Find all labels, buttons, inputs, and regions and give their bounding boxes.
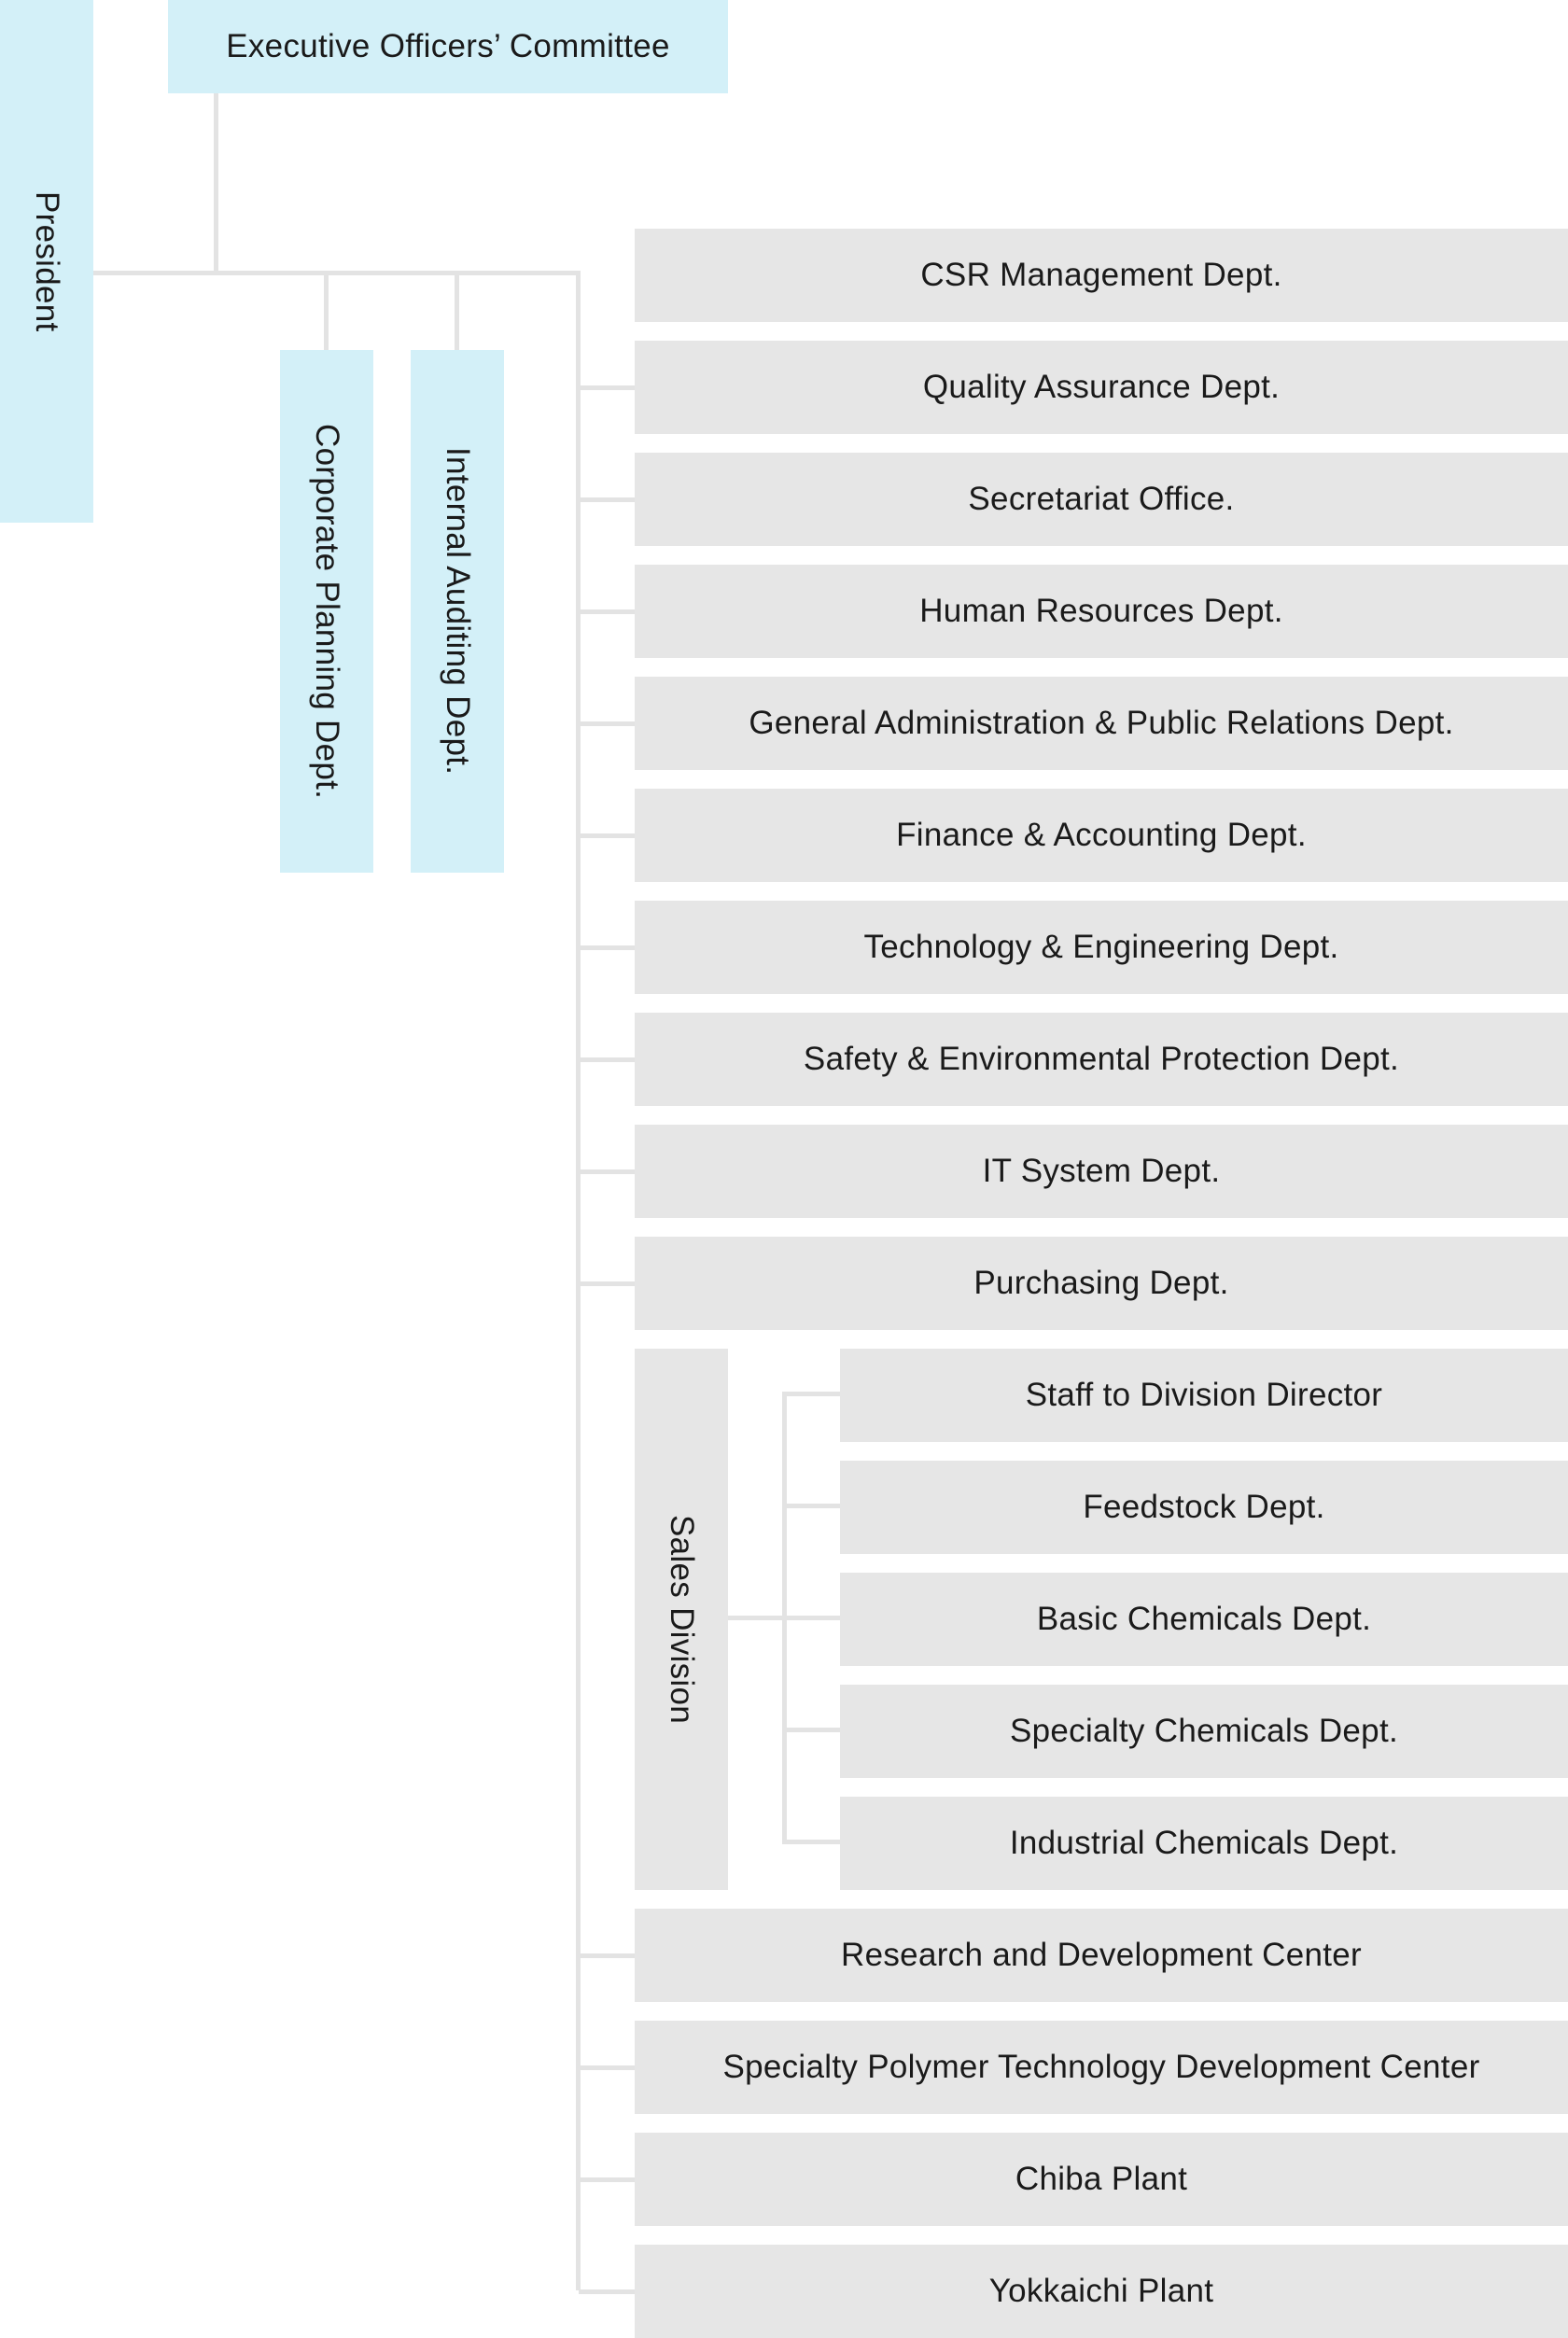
dept-box bbox=[635, 453, 1568, 546]
president-box bbox=[0, 0, 93, 523]
sales-branch-connector bbox=[784, 1392, 840, 1396]
sales-dept-label: Industrial Chemicals Dept. bbox=[1009, 1825, 1399, 1861]
corporate-planning-label: Corporate Planning Dept. bbox=[309, 423, 345, 800]
sales-dept-box bbox=[840, 1349, 1568, 1442]
unit-label: Chiba Plant bbox=[1015, 2161, 1188, 2197]
internal-auditing-label: Internal Auditing Dept. bbox=[440, 447, 476, 776]
branch-connector bbox=[579, 2065, 635, 2070]
internal-auditing-box bbox=[411, 350, 504, 873]
corporate-planning-box bbox=[280, 350, 373, 873]
branch-connector bbox=[579, 721, 635, 726]
sales-dept-box bbox=[840, 1573, 1568, 1666]
sales-dept-label: Staff to Division Director bbox=[1025, 1377, 1383, 1413]
dept-label: IT System Dept. bbox=[982, 1153, 1221, 1189]
dept-label: Safety & Environmental Protection Dept. bbox=[803, 1041, 1400, 1077]
dept-box bbox=[635, 229, 1568, 322]
branch-connector bbox=[579, 385, 635, 390]
dept-label: Purchasing Dept. bbox=[973, 1265, 1229, 1301]
president-label: President bbox=[29, 190, 65, 332]
executive-committee-label: Executive Officers’ Committee bbox=[226, 28, 670, 64]
unit-label: Research and Development Center bbox=[841, 1937, 1362, 1973]
dept-box bbox=[635, 1125, 1568, 1218]
dept-label: Human Resources Dept. bbox=[919, 593, 1283, 629]
branch-connector bbox=[579, 1057, 635, 1062]
sales-branch-connector bbox=[784, 1840, 840, 1844]
dept-label: CSR Management Dept. bbox=[920, 257, 1282, 293]
dept-box bbox=[635, 565, 1568, 658]
corporate-planning-connector bbox=[324, 271, 329, 350]
executive-committee-box bbox=[168, 0, 728, 93]
sales-dept-label: Feedstock Dept. bbox=[1083, 1489, 1325, 1525]
sales-dept-box bbox=[840, 1461, 1568, 1554]
branch-connector bbox=[579, 497, 635, 502]
dept-box bbox=[635, 901, 1568, 994]
department-trunk-line bbox=[576, 271, 581, 2290]
dept-box bbox=[635, 789, 1568, 882]
internal-auditing-connector bbox=[455, 271, 459, 350]
branch-connector bbox=[579, 2177, 635, 2182]
unit-box bbox=[635, 1909, 1568, 2002]
branch-connector bbox=[579, 609, 635, 614]
sales-branch-connector bbox=[784, 1504, 840, 1508]
sales-division-connector bbox=[728, 1616, 784, 1620]
dept-box bbox=[635, 1237, 1568, 1330]
unit-label: Specialty Polymer Technology Development Center bbox=[722, 2049, 1480, 2085]
sales-dept-box bbox=[840, 1685, 1568, 1778]
committee-connector bbox=[214, 93, 218, 273]
unit-box bbox=[635, 2133, 1568, 2226]
dept-label: Finance & Accounting Dept. bbox=[896, 817, 1307, 853]
sales-division-box bbox=[635, 1349, 728, 1890]
dept-box bbox=[635, 1013, 1568, 1106]
unit-box bbox=[635, 2245, 1568, 2338]
branch-connector bbox=[579, 1281, 635, 1286]
sales-dept-label: Basic Chemicals Dept. bbox=[1036, 1601, 1372, 1637]
sales-branch-connector bbox=[784, 1728, 840, 1732]
dept-box bbox=[635, 677, 1568, 770]
branch-connector bbox=[579, 1953, 635, 1958]
dept-label: Quality Assurance Dept. bbox=[922, 369, 1281, 405]
unit-label: Yokkaichi Plant bbox=[988, 2273, 1214, 2309]
president-main-connector bbox=[93, 271, 579, 275]
branch-connector bbox=[579, 2289, 635, 2294]
sales-dept-label: Specialty Chemicals Dept. bbox=[1010, 1713, 1398, 1749]
sales-branch-connector bbox=[784, 1616, 840, 1620]
branch-connector bbox=[579, 833, 635, 838]
unit-box bbox=[635, 2021, 1568, 2114]
branch-connector bbox=[579, 1169, 635, 1174]
branch-connector bbox=[579, 945, 635, 950]
dept-box bbox=[635, 341, 1568, 434]
sales-dept-box bbox=[840, 1797, 1568, 1890]
dept-label: Technology & Engineering Dept. bbox=[863, 929, 1339, 965]
sales-division-label: Sales Division bbox=[664, 1514, 700, 1724]
dept-label: General Administration & Public Relations Dept. bbox=[749, 705, 1454, 741]
dept-label: Secretariat Office. bbox=[968, 481, 1235, 517]
